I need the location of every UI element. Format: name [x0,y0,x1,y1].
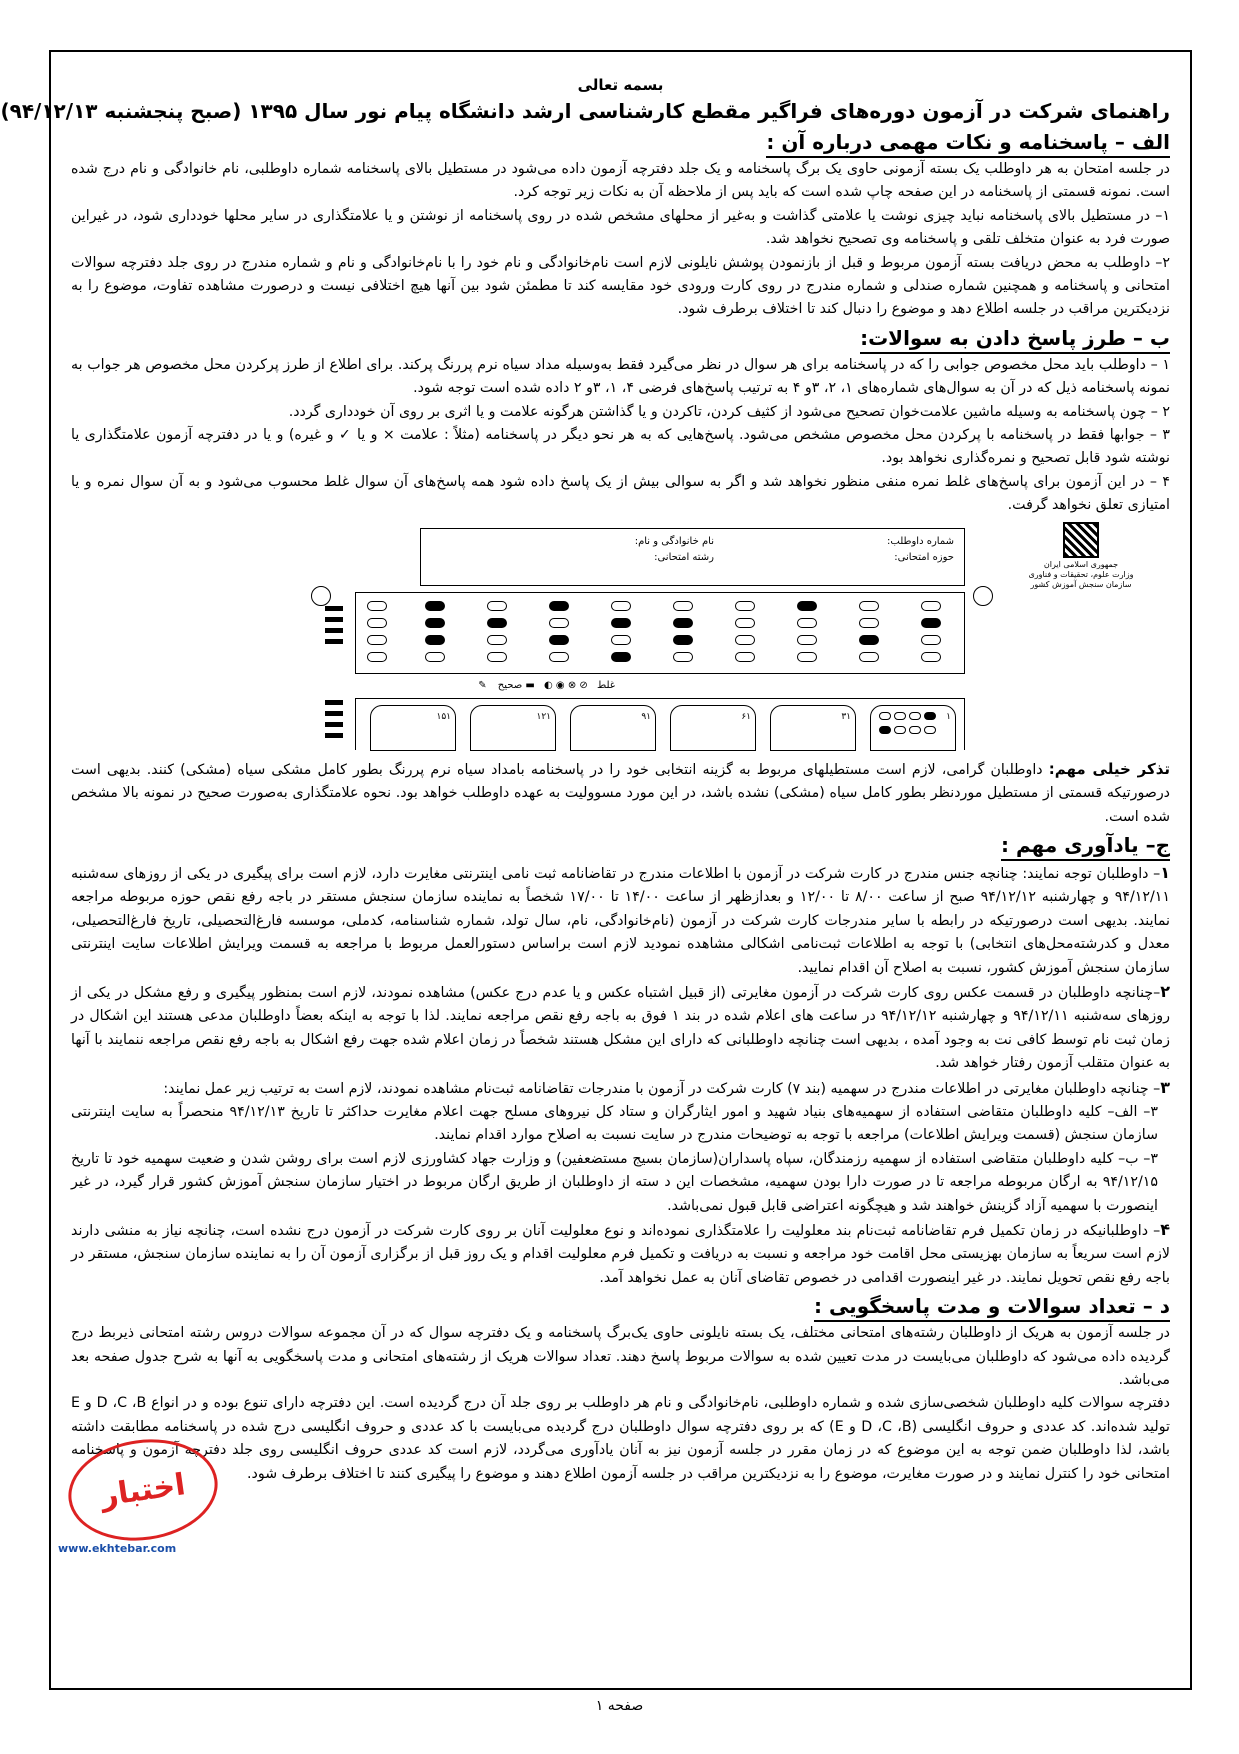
exam-area-label: حوزه امتحانی: [894,551,954,563]
registration-circle-icon [973,586,993,606]
section-c-item [71,980,1170,1076]
row-number: ۹۱ [641,711,651,722]
timing-marks-icon [325,700,343,744]
registration-circle-icon [311,586,331,606]
code-bubble-grid [355,592,965,674]
item-text: – چنانچه داوطلبان مغایرتی در اطلاعات مندرج در سهمیه (بند ۷) کارت شرکت در آزمون با مندرجات تقاضانامه ثبت‌نام مشاهده نمودند، لازم است به ترتیب زیر عمل نمایند: [163,1080,1161,1097]
logo-line: جمهوری اسلامی ایران [1043,559,1119,569]
stamp-text: اختبار [98,1466,188,1514]
item-number: ۴ [1160,1220,1170,1239]
row-number: ۳۱ [841,711,851,722]
correct-wrong-sample [478,680,615,691]
section-b-title: ب – طرز پاسخ دادن به سوالات: [860,324,1170,354]
section-b-para-3: ۴ – در این آزمون برای پاسخ‌های غلط نمره منفی منظور نخواهد شد و اگر به سوالی بیش از یک پاسخ داده شود همه پاسخ‌های آن سوال غلط محسوب می‌شود و به آن سوال نمره و یا امتیازی تعلق نخواهد گرفت. [71,473,1170,514]
section-a-para-0: در جلسه امتحان به هر داوطلب یک بسته آزمونی حاوی یک برگ پاسخنامه و یک جلد دفترچه آزمون داده می‌شود در مستطیل بالای پاسخنامه شماره داوطلبی، نام خانوادگی و نام درج شده است. نمونه قسمتی از پاسخنامه در این صفحه چاپ شده است که باید پس از ملاحظه آن به نکات زیر توجه کرد. [71,161,1170,201]
item-number: ۱ [1160,862,1170,882]
answer-block [670,705,756,751]
answer-block [570,705,656,751]
section-b-para-1: ۲ – چون پاسخنامه به وسیله ماشین علامت‌خوان تصحیح می‌شود از کثیف کردن، تاکردن و یا گذاشتن هرگونه علامت و یا اثری بر روی آن خودداری گردد. [288,403,1170,420]
answer-sheet-header [420,528,965,586]
section-c-item [71,1218,1170,1290]
item-text: – داوطلبان توجه نمایند: چنانچه جنس مندرج در کارت شرکت در آزمون با اطلاعات مندرج در تقاضانامه ثبت نامی اینترنتی مغایرت دارد، لازم است برای پیگیری در یکی از روزهای سه‌شنبه ۹۴/۱۲/۱۱ و چهارشنبه ۹۴/۱۲/۱۲ صبح از ساعت ۸/۰۰ تا ۱۲/۰۰ و بعدازظهر از ساعت ۱۴/۰۰ تا ۱۷/۰۰ شخصاً به نماینده سازمان سنجش مستقر در باجه رفع نقص حوزه مربوطه مراجعه نمایند. بدیهی است درصورتیکه در رابطه با سایر مندرجات کارت شرکت در آزمون (نام‌خانوادگی، نام، سال تولد، شماره شناسنامه، کدملی، موسسه فارغ‌التحصیلی، تاریخ فارغ‌التحصیلی، معدل و کدرشته‌محل‌های انتخابی) با توجه به اطلاعات ثبت‌نامی اشکالی مشاهده نمودید لازم است براساس دستورالعمل مربوط با مراجعه به قسمت ویرایش اطلاعات سایت اینترنتی سازمان سنجش آموزش کشور، نسبت به اصلاح آن اقدام نمایید. [71,865,1171,976]
answer-block [370,705,456,751]
important-note-title: تذکر خیلی مهم: [1048,759,1171,778]
wrong-label: غلط [596,679,615,691]
wrong-marks-icon: ⊘ ⊗ ◉ ◐ [544,679,588,691]
section-c-subitem: ۳– ب– کلیه داوطلبان متقاضی استفاده از سهمیه رزمندگان، سپاه پاسداران(سازمان بسیج مستضعفین) و وزارت جهاد کشاورزی لازم است برای روشن شدن و ضعیت سهمیه خود تا تاریخ ۹۴/۱۲/۱۵ به ارگان مربوطه مراجعه تا در صورت دارا بودن سهمیه، مشخصات این د سته از داوطلبان از طریق ارگان مربوط در اختیار سازمان سنجش آموزش کشور قرار گیرد، در غیر اینصورت با سهمیه آزاد گزینش خواهند شد و هیچگونه اعتراضی قابل قبول نمی‌باشد. [71,1150,1158,1214]
answer-sheet-sample [71,522,1170,754]
page-title: راهنمای شرکت در آزمون دوره‌های فراگیر مقطع کارشناسی ارشد دانشگاه پیام نور سال ۱۳۹۵ (صبح پنجشنبه ۹۴/۱۲/۱۳) [0,99,1170,123]
section-d-title: د – تعداد سوالات و مدت پاسخگویی : [814,1292,1170,1322]
bismillah: بسمه تعالی [577,76,664,94]
item-number: ۳ [1160,1077,1170,1097]
row-number: ۱۵۱ [436,711,451,722]
section-a-para-2: ۲– داوطلب به محض دریافت بسته آزمون مربوط و قبل از بازنمودن پوشش نایلونی لازم است نام‌خانوادگی و نام خود را با نام‌خانوادگی و نام و شماره مندرج در روی جلد دفترچه سوالات امتحانی و پاسخنامه و همچنین شماره صندلی و شماره مندرج در روی کارت ورودی خود مقایسه کند تا مطمئن شود بین آنها هیچ اختلافی نیست و درصورت مشاهده تفاوت، موضوع را به نزدیکترین مراقب در جلسه اطلاع دهد و موضوع را دنبال کند تا اختلاف برطرف شود. [71,254,1170,318]
candidate-number-label: شماره داوطلب: [887,535,954,547]
section-c-item [71,1076,1170,1101]
row-number: ۱ [946,711,951,722]
stamp-url: www.ekhtebar.com [58,1542,177,1555]
important-note-text: داوطلبان گرامی، لازم است مستطیلهای مربوط به گزینه انتخابی خود را در پاسخنامه بامداد سیاه نرم پررنگ بطور کامل مشکی سیاه (مشکی) کنند. بدیهی است درصورتیکه قسمتی از مستطیل موردنظر بطور کامل سیاه (مشکی) نشده باشد، در این مورد مسوولیت به عهده داوطلب خواهد بود. نحوه علامتگذاری به‌صورت صحیح در نمونه بالا مشخص شده است. [71,761,1170,825]
item-number: ۲ [1160,981,1170,1001]
answer-block [870,705,956,751]
row-number: ۶۱ [741,711,751,722]
section-d-para-0: در جلسه آزمون به هریک از داوطلبان رشته‌های امتحانی مختلف، یک بسته نایلونی حاوی یک‌برگ پاسخنامه و یک دفترچه سوال که در آن مجموعه سوالات دروس رشته امتحانی ذیربط درج گردیده داده می‌شود که داوطلبان می‌بایست در مدت تعیین شده به سوالات مربوط پاسخ دهند. تعداد سوالات هریک از رشته‌های امتحانی و مدت پاسخگویی به آنها به شرح جدول صفحه بعد می‌باشد. [71,1325,1170,1389]
logo-line: سازمان سنجش آموزش کشور [1030,579,1132,589]
answer-block [470,705,556,751]
section-c-subitem: ۳– الف– کلیه داوطلبان متقاضی استفاده از سهمیه‌های بنیاد شهید و امور ایثارگران و ستاد کل نیروهای مسلح جهت اعلام مغایرت حداکثر تا تاریخ ۹۴/۱۲/۱۳ منحصراً به سایت اینترنتی سازمان سنجش (قسمت ویرایش اطلاعات) مراجعه با توجه به توضیحات مندرج در سایت نسبت به اصلاح موارد اقدام نمایند. [71,1103,1159,1144]
correct-label: صحیح [497,679,523,691]
section-c-item [71,861,1170,980]
important-note [71,758,1170,829]
logo-mark-icon [1063,522,1099,558]
section-d-para-1: دفترچه سوالات کلیه داوطلبان شخصی‌سازی شده و شماره داوطلبی، نام‌خانوادگی و نام هر داوطلب بر روی جلد آن درج گردیده است. این دفترچه دارای تنوع بوده و در انواع D ،C ،B و E تولید شده‌اند. کد عددی و حروف انگلیسی (D ،C ،B و E) که بر روی دفترچه سوال داوطلبان درج گردیده می‌بایست با کد عددی و حروف انگلیسی درج شده در پاسخنامه مطابقت داشته باشد، لذا داوطلبان ضمن توجه به این موضوع که در زمان مقرر در جلسه آزمون نیز به آنان یادآوری می‌گردد، لازم است کد عددی حروف انگلیسی روی جلد دفترچه آزمون و پاسخنامه امتحانی خود را کنترل نمایند و در صورت مغایرت، موضوع را به نزدیکترین مراقب در جلسه آزمون اطلاع دهند و موضوع را پیگیری کنند تا اختلاف برطرف شود. [71,1395,1171,1482]
section-b-para-2: ۳ – جوابها فقط در پاسخنامه با پرکردن محل مخصوص مشخص می‌شود. پاسخ‌هایی که به هر نحو دیگر در پاسخنامه (مثلاً : علامت × و یا ✓ و غیره) و یا در دفترچه آزمون علامتگذاری یا نوشته شود قابل تصحیح و نمره‌گذاری نخواهد بود. [71,427,1170,467]
row-number: ۱۲۱ [536,711,551,722]
correct-mark-icon: ▬ [525,679,535,691]
logo-line: وزارت علوم، تحقیقات و فناوری [1028,569,1134,579]
ekhtebar-stamp [58,1440,218,1560]
page-number: صفحه ۱ [595,1698,644,1714]
timing-marks-icon [325,606,343,650]
pencil-icon: ✎ [478,679,487,691]
name-label: نام خانوادگی و نام: [634,535,714,547]
document-frame [0,50,1192,1690]
field-label: رشته امتحانی: [654,551,714,563]
answer-bubble-grid [355,698,965,750]
item-text: –چنانچه داوطلبان در قسمت عکس روی کارت شرکت در آزمون مغایرتی (از قبیل اشتباه عکس و یا عدم درج عکس) مشاهده نمودند، لازم است بمنظور پیگیری و رفع مشکل در یکی از روزهای سه‌شنبه ۹۴/۱۲/۱۱ و چهارشنبه ۹۴/۱۲/۱۲ در ساعت های اعلام شده در بند ۱ فوق به باجه رفع نقص مراجعه نمایند. لذا با توجه به اینکه بعضاً داوطلبان مدعی هستند این اشکال در زمان ثبت نام توسط کافی نت به وجود آمده ، بدیهی است چنانچه داوطلبانی که دارای این مشکل هستند شخصاً در زمان اعلام شده جهت رفع اشکال به باجه رفع نقص مراجعه ننمایند با آنها به عنوان متقلب آزمون رفتار خواهد شد. [71,984,1170,1072]
section-c-title: ج– یادآوری مهم : [1001,831,1170,861]
answer-block [770,705,856,751]
item-text: – داوطلبانیکه در زمان تکمیل فرم تقاضانامه ثبت‌نام بند معلولیت را علامتگذاری نموده‌اند و نوع معلولیت آنان بر روی کارت شرکت در آزمون درج نشده است، چنانچه نیاز به منشی دارند لازم است سریعاً به سازمان بهزیستی محل اقامت خود مراجعه و نسبت به دریافت و تکمیل فرم معلولیت اقدام و یک روز قبل از برگزاری آزمون آن را به نماینده سازمان سنجش، مستقر در باجه رفع نقص تحویل نمایند. در غیر اینصورت اقدامی در خصوص تقاضای آنان به عمل نخواهد آمد. [71,1223,1170,1286]
answer-sheet [325,528,1134,750]
section-a-title: الف – پاسخنامه و نکات مهمی درباره آن : [766,128,1170,158]
section-b-para-0: ۱ – داوطلب باید محل مخصوص جوابی را که در پاسخنامه برای هر سوال در نظر می‌گیرد فقط به‌وسیله مداد سیاه نرم پررنگ پرکند. برای اطلاع از طرز پرکردن محل مخصوص هر جواب به نمونه پاسخنامه ذیل که در آن به سوال‌های شماره‌های ۱، ۲، ۳و ۴ به ترتیب پاسخ‌های فرضی ۴، ۱، ۳و ۲ داده شده است توجه شود. [71,356,1170,397]
stamp-seal-icon [62,1430,224,1550]
section-a-para-1: ۱– در مستطیل بالای پاسخنامه نباید چیزی نوشت یا علامتی گذاشت و به‌غیر از محلهای مشخص شده در روی پاسخنامه از نوشتن و یا علامتگذاری در سایر محلها خودداری شود، در غیراین صورت فرد به عنوان متخلف تلقی و پاسخنامه وی تصحیح نخواهد شد. [71,207,1170,248]
organization-logo [1027,522,1135,592]
